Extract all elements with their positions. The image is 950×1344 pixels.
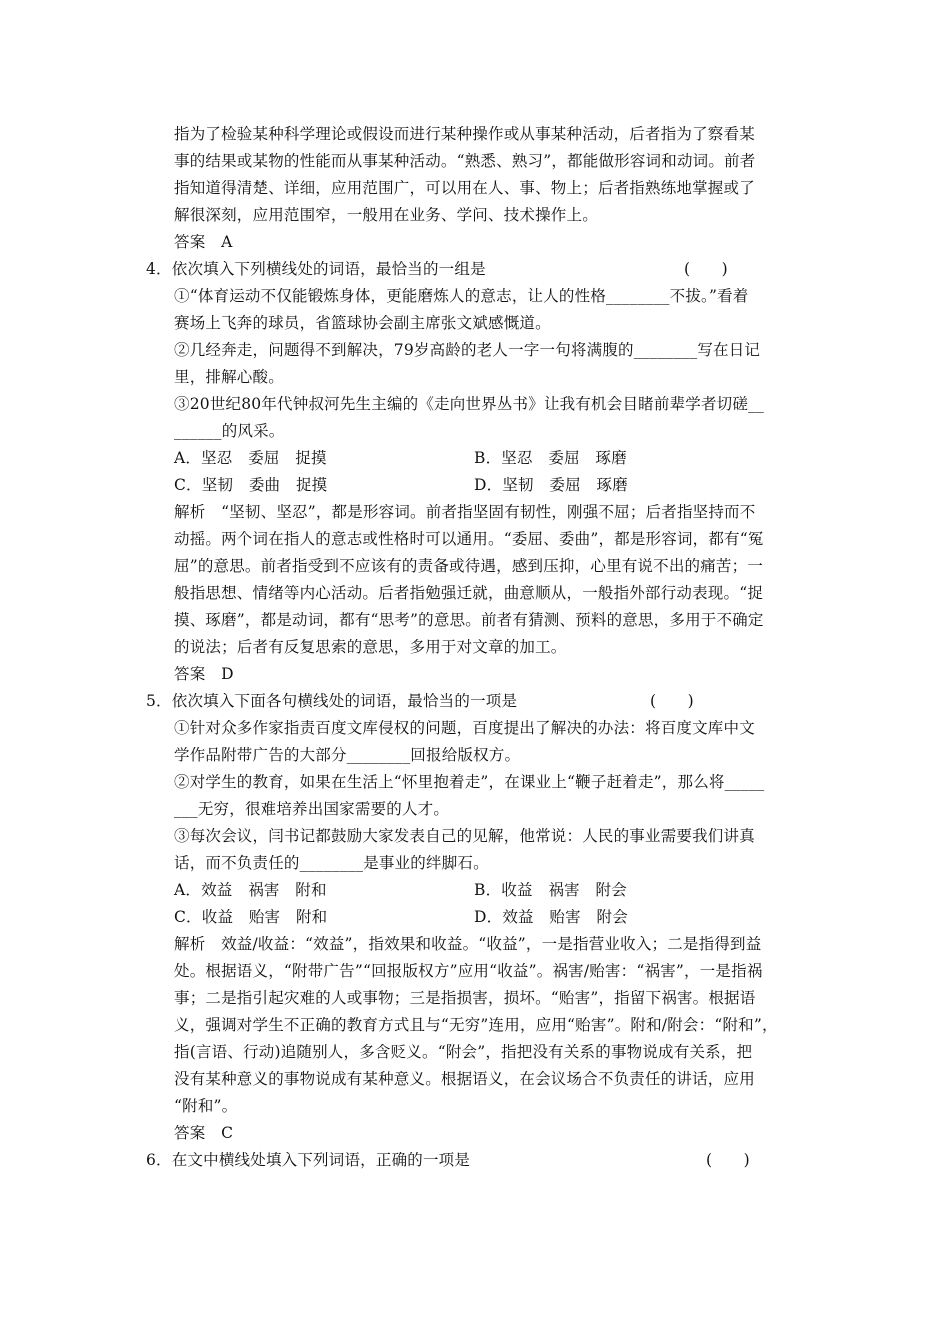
q4-item-line-1: ①“体育运动不仅能锻炼身体，更能磨炼人的意志，让人的性格________不拔。”看着 xyxy=(174,287,749,305)
q4-item-line-2: 赛场上飞奔的球员，省篮球协会副主席张文斌感慨道。 xyxy=(174,314,551,332)
q5-analysis-line-4: 义，强调对学生不正确的教育方式且与“无穷”连用，应用“贻害”。附和/附会：“附和”， xyxy=(174,1016,778,1034)
q5-analysis-line-7: “附和”。 xyxy=(174,1097,238,1115)
q4-option-d: D．坚韧 委屈 琢磨 xyxy=(474,476,628,494)
q5-item-line-4: ___无穷，很难培养出国家需要的人才。 xyxy=(174,800,450,818)
q5-stem xyxy=(146,691,517,711)
q4-analysis-line-4: 般指思想、情绪等内心活动。后者指勉强迁就，曲意顺从，一般指外部行动表现。“捉 xyxy=(174,584,764,602)
q5-item-line-2: 学作品附带广告的大部分________回报给版权方。 xyxy=(174,746,521,764)
q6-stem-text: 6．在文中横线处填入下列词语，正确的一项是 xyxy=(146,1151,471,1169)
q5-analysis-line-3: 事；二是指引起灾难的人或事物；三是指损害，损坏。“贻害”，指留下祸害。根据语 xyxy=(174,989,756,1007)
q4-analysis-line-6: 的说法；后者有反复思索的意思，多用于对文章的加工。 xyxy=(174,638,567,656)
q4-analysis-line-1: 解析 “坚韧、坚忍”，都是形容词。前者指坚固有韧性，刚强不屈；后者指坚持而不 xyxy=(174,503,756,521)
q4-option-b: B．坚忍 委屈 琢磨 xyxy=(474,449,627,467)
q4-item-line-4: 里，排解心酸。 xyxy=(174,368,284,386)
q4-stem xyxy=(146,259,486,279)
q4-item-line-6: ______的风采。 xyxy=(174,422,285,440)
q4-analysis-line-2: 动摇。两个词在指人的意志或性格时可以通用。“委屈、委曲”，都是形容词，都有“冤 xyxy=(174,530,764,548)
intro-line-2: 事的结果或某物的性能而从事某种活动。“熟悉、熟习”，都能做形容词和动词。前者 xyxy=(174,152,756,170)
q4-option-a: A．坚忍 委屈 捉摸 xyxy=(174,449,327,467)
q4-analysis-line-5: 摸、琢磨”，都是动词，都有“思考”的意思。前者有猜测、预料的意思，多用于不确定 xyxy=(174,611,764,629)
q5-analysis-line-2: 处。根据语义，“附带广告”“回报版权方”应用“收益”。祸害/贻害：“祸害”，一是指祸 xyxy=(174,962,763,980)
intro-answer: 答案 A xyxy=(174,233,233,251)
q5-analysis-line-5: 指(言语、行动)追随别人，多含贬义。“附会”，指把没有关系的事物说成有关系，把 xyxy=(174,1043,753,1061)
q5-item-line-3: ②对学生的教育，如果在生活上“怀里抱着走”，在课业上“鞭子赶着走”，那么将_____ xyxy=(174,773,765,791)
intro-line-3: 指知道得清楚、详细，应用范围广，可以用在人、事、物上；后者指熟练地掌握或了 xyxy=(174,179,755,197)
q5-item-line-6: 话，而不负责任的________是事业的绊脚石。 xyxy=(174,854,489,872)
q5-analysis-line-1: 解析 效益/收益：“效益”，指效果和收益。“收益”，一是指营业收入；二是指得到益 xyxy=(174,935,762,953)
q5-analysis-line-6: 没有某种意义的事物说成有某种意义。根据语义，在会议场合不负责任的讲话，应用 xyxy=(174,1070,755,1088)
q4-stem-text: 4．依次填入下列横线处的词语，最恰当的一组是 xyxy=(146,260,486,278)
q4-item-line-5: ③20世纪80年代钟叔河先生主编的《走向世界丛书》让我有机会目睹前辈学者切磋__ xyxy=(174,395,764,413)
q5-item-line-1: ①针对众多作家指责百度文库侵权的问题，百度提出了解决的办法：将百度文库中文 xyxy=(174,719,755,737)
q5-option-b: B．收益 祸害 附会 xyxy=(474,881,627,899)
q5-option-d: D．效益 贻害 附会 xyxy=(474,908,628,926)
intro-line-1: 指为了检验某种科学理论或假设而进行某种操作或从事某种活动，后者指为了察看某 xyxy=(174,125,755,143)
q4-answer-paren: ( ) xyxy=(684,260,728,278)
q5-item-line-5: ③每次会议，闫书记都鼓励大家发表自己的见解，他常说：人民的事业需要我们讲真 xyxy=(174,827,755,845)
q5-option-c: C．收益 贻害 附和 xyxy=(174,908,328,926)
q4-option-c: C．坚韧 委曲 捉摸 xyxy=(174,476,328,494)
q4-answer: 答案 D xyxy=(174,665,234,683)
q5-option-a: A．效益 祸害 附和 xyxy=(174,881,327,899)
intro-line-4: 解很深刻，应用范围窄，一般用在业务、学问、技术操作上。 xyxy=(174,206,598,224)
q4-analysis-line-3: 屈”的意思。前者指受到不应该有的责备或待遇，感到压抑，心里有说不出的痛苦；一 xyxy=(174,557,764,575)
q4-item-line-3: ②几经奔走，问题得不到解决，79岁高龄的老人一字一句将满腹的________写在日记 xyxy=(174,341,761,359)
q6-answer-paren: ( ) xyxy=(706,1151,750,1169)
q6-stem xyxy=(146,1150,470,1170)
q5-answer-paren: ( ) xyxy=(650,692,694,710)
q5-answer: 答案 C xyxy=(174,1124,234,1142)
q5-stem-text: 5．依次填入下面各句横线处的词语，最恰当的一项是 xyxy=(146,692,518,710)
